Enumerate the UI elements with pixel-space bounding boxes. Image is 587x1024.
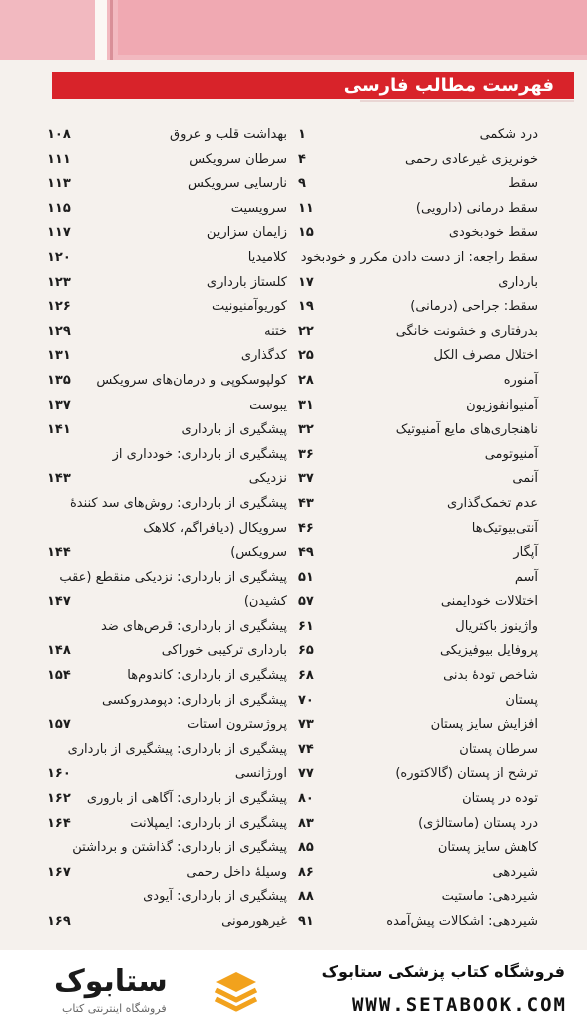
toc-entry-page: ۱۱۷ bbox=[47, 225, 71, 241]
toc-entry bbox=[47, 271, 287, 296]
toc-entry-page: ۵۷ bbox=[298, 594, 314, 610]
toc-entry-page: ۴ bbox=[298, 151, 306, 167]
toc-entry-label: خونریزی غیرعادی رحمی bbox=[404, 151, 538, 167]
toc-entry bbox=[298, 221, 538, 246]
toc-entry bbox=[47, 148, 287, 173]
toc-entry-page: ۱۳۷ bbox=[47, 397, 71, 413]
toc-entry bbox=[47, 664, 287, 689]
toc-entry-page: ۷۷ bbox=[298, 766, 314, 782]
toc-entry-label: ناهنجاری‌های مایع آمنیوتیک bbox=[395, 422, 538, 438]
toc-entry-label: آمنوره bbox=[503, 372, 538, 388]
toc-entry-label: کولپوسکوپی و درمان‌های سرویکس bbox=[96, 372, 287, 388]
toc-entry bbox=[47, 394, 287, 419]
toc-entry-page: ۲۵ bbox=[298, 348, 314, 364]
toc-entry bbox=[47, 295, 287, 320]
toc-entry-label: پروژسترون استات bbox=[187, 717, 287, 733]
toc-entry bbox=[47, 910, 287, 935]
toc-entry bbox=[47, 713, 287, 738]
toc-entry-label: سقط خودبخودی bbox=[448, 225, 538, 241]
toc-entry-page: ۱۶۹ bbox=[47, 914, 71, 929]
toc-entry bbox=[298, 861, 538, 886]
toc-entry-label: سقط: جراحی (درمانی) bbox=[410, 299, 538, 315]
toc-entry-label: بهداشت قلب و عروق bbox=[170, 127, 287, 142]
toc-entry-page: ۴۶ bbox=[298, 520, 314, 536]
toc-entry-page: ۷۴ bbox=[298, 741, 314, 757]
toc-entry-page: ۱۵۷ bbox=[47, 717, 71, 733]
toc-entry-label: پیشگیری از بارداری: آگاهی از باروری bbox=[86, 791, 287, 807]
toc-entry-label: آمنیوتومی bbox=[484, 446, 538, 462]
toc-entry bbox=[298, 664, 538, 689]
bleed-through-line bbox=[360, 100, 574, 102]
toc-entry-page: ۱۷ bbox=[298, 274, 314, 290]
toc-entry bbox=[47, 123, 287, 148]
toc-entry bbox=[47, 369, 287, 394]
toc-entry-page: ۱۱۳ bbox=[47, 176, 71, 192]
toc-entry-page: ۱۴۱ bbox=[47, 422, 71, 438]
toc-entry-page: ۸۶ bbox=[298, 864, 314, 880]
toc-entry bbox=[298, 123, 538, 148]
toc-entry-label: پیشگیری از بارداری: ایمپلانت bbox=[130, 815, 287, 831]
toc-entry-page: ۸۰ bbox=[298, 791, 314, 807]
toc-entry-page: ۱۰۸ bbox=[47, 127, 71, 142]
toc-entry bbox=[298, 566, 538, 591]
toc-entry bbox=[298, 787, 538, 812]
toc-entry-page: ۶۵ bbox=[298, 643, 314, 659]
toc-entry-label: بارداری ترکیبی خوراکی bbox=[161, 643, 287, 659]
toc-entry-page: ۱۴۷ bbox=[47, 594, 71, 610]
toc-entry-page: ۸۵ bbox=[298, 840, 314, 856]
toc-entry-page: ۱۳۱ bbox=[47, 348, 71, 364]
toc-entry bbox=[47, 320, 287, 345]
toc-entry-label: سرویسیت bbox=[230, 200, 287, 216]
toc-entry-page: ۲۸ bbox=[298, 372, 314, 388]
toc-column-right bbox=[298, 123, 538, 935]
toc-entry-page: ۵۱ bbox=[298, 569, 314, 585]
toc-entry bbox=[298, 615, 538, 640]
toc-entry bbox=[47, 443, 287, 468]
toc-entry-page: ۱۱۵ bbox=[47, 200, 71, 216]
toc-entry-page: ۱۴۳ bbox=[47, 471, 71, 487]
toc-entry-page: ۸۳ bbox=[298, 815, 314, 831]
toc-entry-page: ۱۳۵ bbox=[47, 372, 71, 388]
toc-entry-label: سرویکس) bbox=[230, 545, 287, 561]
toc-column-left bbox=[47, 123, 287, 935]
toc-entry-label: درد پستان (ماستالژی) bbox=[418, 815, 538, 831]
toc-entry-label: بدرفتاری و خشونت خانگی bbox=[395, 323, 538, 339]
toc-entry-label: پیشگیری از بارداری: گذاشتن و برداشتن bbox=[72, 840, 287, 856]
toc-entry-page: ۳۶ bbox=[298, 446, 314, 462]
toc-entry-page: ۴۳ bbox=[298, 495, 314, 511]
toc-entry bbox=[298, 418, 538, 443]
toc-entry bbox=[298, 812, 538, 837]
toc-entry-label: غیرهورمونی bbox=[221, 914, 287, 929]
toc-entry bbox=[47, 639, 287, 664]
toc-entry-label: آنتی‌بیوتیک‌ها bbox=[471, 520, 538, 536]
toc-entry-label: اختلالات خودایمنی bbox=[440, 594, 538, 610]
toc-entry-label: پیشگیری از بارداری: خودداری از bbox=[112, 446, 287, 462]
toc-entry-page: ۱۱ bbox=[298, 200, 314, 216]
toc-entry-label: اورژانسی bbox=[234, 766, 287, 782]
toc-entry-label: سرطان پستان bbox=[459, 741, 538, 757]
toc-entry-label: بارداری bbox=[498, 274, 538, 290]
toc-entry-label: آنمی bbox=[512, 471, 538, 487]
toc-entry-label: پروفایل بیوفیزیکی bbox=[439, 643, 538, 659]
toc-entry-label: کشیدن) bbox=[243, 594, 287, 610]
toc-entry-label: واژینوز باکتریال bbox=[455, 618, 538, 634]
toc-entry-label: عدم تخمک‌گذاری bbox=[447, 495, 538, 511]
toc-entry-label: توده در پستان bbox=[462, 791, 538, 807]
toc-entry-page: ۱۶۷ bbox=[47, 864, 71, 880]
toc-entry-page: ۹ bbox=[298, 176, 306, 192]
toc-entry-page: ۱۶۲ bbox=[47, 791, 71, 807]
toc-entry-page: ۱۵۴ bbox=[47, 668, 71, 684]
toc-entry bbox=[298, 148, 538, 173]
setabook-logo[interactable] bbox=[12, 962, 272, 1018]
toc-entry-label: پیشگیری از بارداری bbox=[181, 422, 287, 438]
toc-entry bbox=[298, 517, 538, 542]
toc-entry-label: آمنیوانفوزیون bbox=[466, 397, 538, 413]
toc-entry-label: نزدیکی bbox=[248, 471, 287, 487]
toc-entry-label: درد شکمی bbox=[479, 127, 538, 142]
toc-entry bbox=[47, 836, 287, 861]
toc-entry bbox=[298, 295, 538, 320]
toc-entry bbox=[298, 394, 538, 419]
toc-entry-label: پیشگیری از بارداری: پیشگیری از بارداری bbox=[67, 741, 287, 757]
toc-entry-page: ۱۹ bbox=[298, 299, 314, 315]
toc-entry bbox=[47, 517, 287, 542]
toc-entry bbox=[47, 418, 287, 443]
toc-entry-label: کاهش سایز پستان bbox=[437, 840, 538, 856]
toc-entry-page: ۱۵ bbox=[298, 225, 314, 241]
toc-entry-label: شیردهی: ماستیت bbox=[441, 889, 538, 905]
toc-entry bbox=[298, 713, 538, 738]
toc-entry-label: شیردهی bbox=[492, 864, 538, 880]
toc-entry-page: ۶۱ bbox=[298, 618, 314, 634]
toc-entry bbox=[298, 762, 538, 787]
toc-entry-page: ۷۰ bbox=[298, 692, 314, 708]
toc-entry bbox=[47, 738, 287, 763]
toc-entry-page: ۸۸ bbox=[298, 889, 314, 905]
toc-entry bbox=[47, 344, 287, 369]
toc-entry-label: کلستاز بارداری bbox=[206, 274, 287, 290]
toc-entry bbox=[298, 467, 538, 492]
toc-entry bbox=[298, 590, 538, 615]
toc-entry-label: آپگار bbox=[513, 545, 538, 561]
page-edge-strip bbox=[95, 0, 107, 60]
toc-entry bbox=[298, 910, 538, 935]
toc-entry bbox=[47, 221, 287, 246]
toc-entry bbox=[298, 639, 538, 664]
toc-entry bbox=[47, 590, 287, 615]
toc-entry-label: کدگذاری bbox=[240, 348, 287, 364]
toc-entry bbox=[47, 246, 287, 271]
toc-entry-page: ۶۸ bbox=[298, 668, 314, 684]
page-crease bbox=[110, 0, 113, 60]
toc-entry bbox=[47, 861, 287, 886]
toc-entry-page: ۱۶۰ bbox=[47, 766, 71, 782]
toc-entry-label: افزایش سایز پستان bbox=[430, 717, 538, 733]
toc-entry-label: پیشگیری از بارداری: آیودی bbox=[143, 889, 287, 905]
toc-entry-label: کلامیدیا bbox=[247, 249, 287, 265]
toc-entry-label: پیشگیری از بارداری: کاندوم‌ها bbox=[127, 668, 287, 684]
toc-entry-page: ۱۲۰ bbox=[47, 249, 71, 265]
toc-entry bbox=[298, 172, 538, 197]
toc-entry bbox=[47, 566, 287, 591]
toc-entry-label: کوریوآمنیونیت bbox=[212, 299, 287, 315]
toc-entry-page: ۱ bbox=[298, 127, 306, 142]
toc-entry bbox=[298, 541, 538, 566]
toc-entry-label: پیشگیری از بارداری: دپومدروکسی bbox=[101, 692, 287, 708]
toc-entry-page: ۱۲۳ bbox=[47, 274, 71, 290]
toc-entry-label: اختلال مصرف الکل bbox=[433, 348, 538, 364]
toc-entry bbox=[298, 369, 538, 394]
toc-entry-label: نارسایی سرویکس bbox=[187, 176, 287, 192]
toc-entry-page: ۱۲۶ bbox=[47, 299, 71, 315]
toc-entry-label: زایمان سزارین bbox=[206, 225, 287, 241]
pink-panel bbox=[118, 0, 587, 55]
toc-entry-label: یبوست bbox=[249, 397, 287, 413]
toc-entry-page: ۷۳ bbox=[298, 717, 314, 733]
toc-entry bbox=[298, 492, 538, 517]
toc-entry bbox=[47, 812, 287, 837]
toc-entry-page: ۱۴۸ bbox=[47, 643, 71, 659]
toc-entry bbox=[298, 443, 538, 468]
toc-entry-page: ۴۹ bbox=[298, 545, 314, 561]
toc-entry-page: ۲۲ bbox=[298, 323, 314, 339]
toc-entry bbox=[47, 492, 287, 517]
toc-entry-page: ۳۱ bbox=[298, 397, 314, 413]
toc-entry-label: سقط راجعه: از دست دادن مکرر و خودبخود bbox=[300, 249, 538, 265]
toc-entry bbox=[298, 197, 538, 222]
toc-entry-label: سقط درمانی (دارویی) bbox=[415, 200, 538, 216]
toc-entry bbox=[47, 689, 287, 714]
toc-entry-page: ۳۲ bbox=[298, 422, 314, 438]
toc-entry-label: پیشگیری از بارداری: قرص‌های ضد bbox=[100, 618, 287, 634]
toc-entry bbox=[298, 271, 538, 296]
toc-entry-page: ۹۱ bbox=[298, 914, 314, 929]
store-footer bbox=[0, 950, 587, 1024]
toc-entry-label: پستان bbox=[505, 692, 538, 708]
toc-entry bbox=[298, 885, 538, 910]
website-url[interactable]: WWW.SETABOOK.COM bbox=[351, 994, 567, 1016]
toc-entry bbox=[298, 246, 538, 271]
toc-entry bbox=[47, 885, 287, 910]
toc-title: فهرست مطالب فارسی bbox=[343, 75, 554, 96]
toc-entry-label: آسم bbox=[514, 569, 538, 585]
toc-entry bbox=[298, 344, 538, 369]
toc-entry-page: ۱۶۴ bbox=[47, 815, 71, 831]
toc-entry bbox=[47, 467, 287, 492]
toc-entry bbox=[47, 541, 287, 566]
toc-entry bbox=[47, 172, 287, 197]
toc-entry-label: پیشگیری از بارداری: نزدیکی منقطع (عقب bbox=[59, 569, 287, 585]
toc-entry bbox=[47, 787, 287, 812]
toc-entry-label: پیشگیری از بارداری: روش‌های سد کنندهٔ bbox=[69, 495, 287, 511]
toc-entry-label: ترشح از پستان (گالاکتوره) bbox=[395, 766, 538, 782]
toc-entry bbox=[298, 738, 538, 763]
toc-entry-label: سقط bbox=[508, 176, 538, 192]
cover-edge bbox=[0, 0, 587, 60]
toc-entry-label: ختنه bbox=[264, 323, 287, 339]
toc-entry-page: ۳۷ bbox=[298, 471, 314, 487]
toc-entry-page: ۱۲۹ bbox=[47, 323, 71, 339]
toc-entry-label: شیردهی: اشکالات پیش‌آمده bbox=[386, 914, 538, 929]
toc-entry bbox=[47, 615, 287, 640]
store-name: فروشگاه کتاب پزشکی ستابوک bbox=[321, 962, 565, 981]
toc-entry-label: وسیلهٔ داخل رحمی bbox=[186, 864, 287, 880]
toc-entry bbox=[298, 320, 538, 345]
toc-entry-page: ۱۴۴ bbox=[47, 545, 71, 561]
toc-title-bar bbox=[52, 72, 574, 99]
toc-entry-label: شاخص تودهٔ بدنی bbox=[443, 668, 538, 684]
toc-entry-page: ۱۱۱ bbox=[47, 151, 71, 167]
toc-entry bbox=[298, 689, 538, 714]
brand-tagline: فروشگاه اینترنتی کتاب bbox=[62, 1002, 167, 1015]
book-stack-icon bbox=[212, 968, 260, 1012]
toc-entry-label: سرویکال (دیافراگم، کلاهک bbox=[143, 520, 287, 536]
toc-entry bbox=[298, 836, 538, 861]
toc-entry bbox=[47, 762, 287, 787]
toc-entry bbox=[47, 197, 287, 222]
brand-name: ستابوک bbox=[54, 964, 168, 999]
toc-entry-label: سرطان سرویکس bbox=[189, 151, 287, 167]
